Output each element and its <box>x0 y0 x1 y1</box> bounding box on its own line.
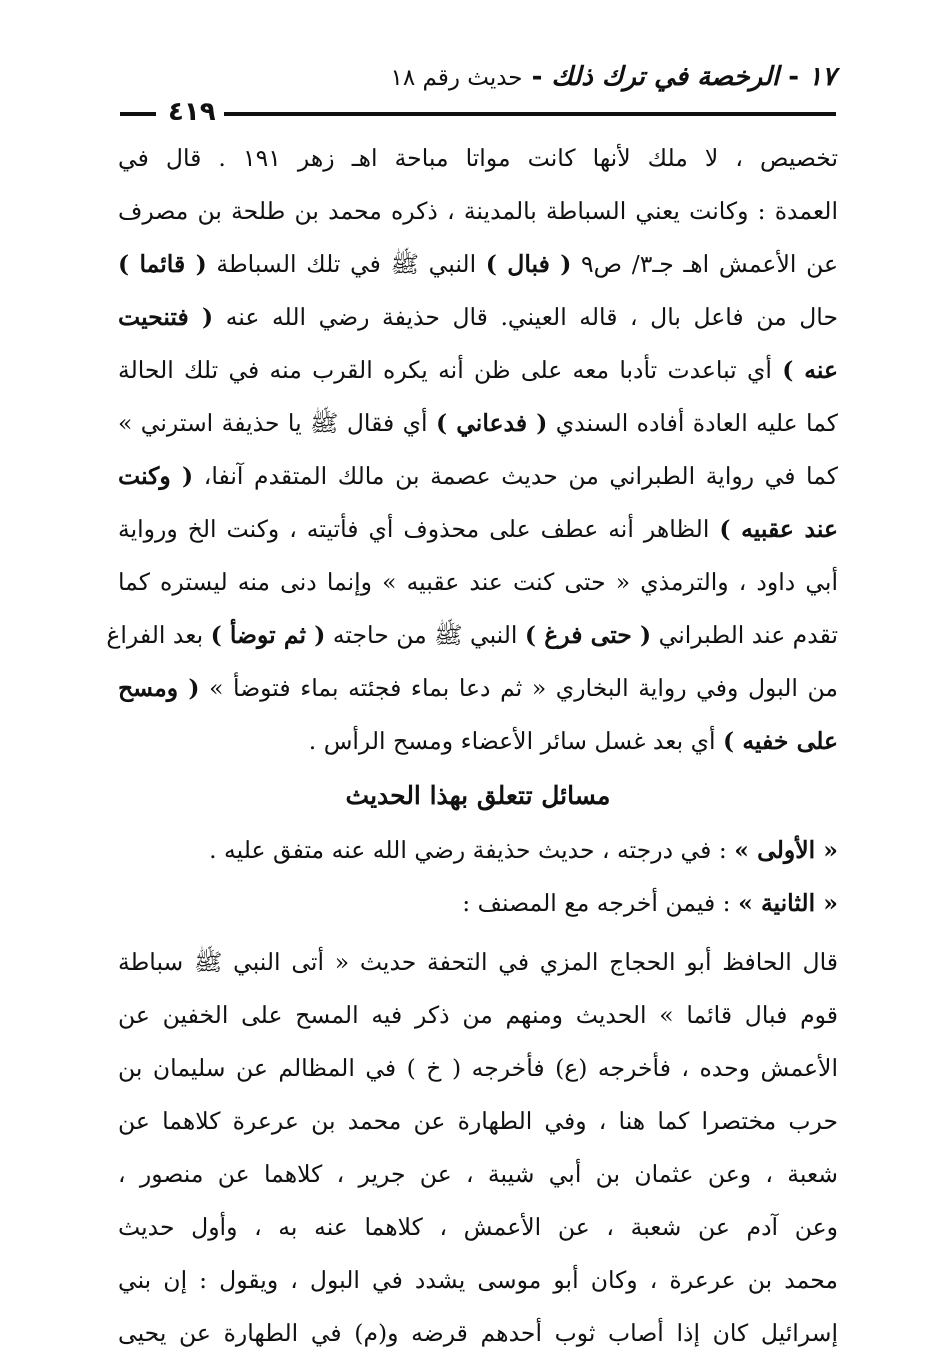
text-run: من البول وفي رواية البخاري « ثم دعا بماء فجئته بماء فتوضأ » <box>199 674 838 702</box>
text-line: شعبة ، وعن عثمان بن أبي شيبة ، عن جرير ، كلاهما عن منصور ، <box>118 1160 838 1188</box>
text-line: الأعمش وحده ، فأخرجه (ع) فأخرجه ( خ ) في المظالم عن سليمان بن <box>118 1054 838 1082</box>
text-line <box>118 238 838 291</box>
text-line <box>118 662 838 715</box>
text-run: تقدم عند الطبراني <box>651 621 838 649</box>
text-line <box>118 397 838 450</box>
text-line: العمدة : وكانت يعني السباطة بالمدينة ، ذكره محمد بن طلحة بن مصرف <box>118 197 838 225</box>
text-run: كما في رواية الطبراني من حديث عصمة بن مالك المتقدم آنفا، <box>193 462 838 490</box>
quoted-term: ( فدعاني ) <box>435 409 548 437</box>
issue-label: « الأولى » <box>734 836 838 864</box>
text-run: كما عليه العادة أفاده السندي <box>547 409 838 437</box>
page-number: ٤١٩ <box>160 97 224 127</box>
text-line: قوم فبال قائما » الحديث ومنهم من ذكر فيه المسح على الخفين عن <box>118 1001 838 1029</box>
issue-text: : فيمن أخرجه مع المصنف : <box>462 889 739 917</box>
text-run: بعد الفراغ <box>106 621 211 649</box>
header-rule <box>224 112 836 116</box>
quoted-term: عنه ) <box>782 356 838 384</box>
quoted-term: ( فبال ) <box>485 250 572 278</box>
quoted-term: على خفيه ) <box>723 727 838 755</box>
text-run: عن الأعمش اهـ جـ٣/ ص٩ <box>571 250 838 278</box>
text-run: حال من فاعل بال ، قاله العيني. قال حذيفة رضي الله عنه <box>213 303 838 331</box>
text-line <box>118 715 838 768</box>
running-header <box>120 62 836 127</box>
text-line: أبي داود ، والترمذي « حتى كنت عند عقبيه » وإنما دنى منه ليستره كما <box>118 568 838 596</box>
text-line <box>106 609 838 662</box>
issue-label: « الثانية » <box>738 889 838 917</box>
quoted-term: عند عقبيه ) <box>719 515 839 543</box>
text-run: أي بعد غسل سائر الأعضاء ومسح الرأس . <box>308 727 724 755</box>
page-body <box>106 132 839 1360</box>
quoted-term: ( فتنحيت <box>118 303 214 331</box>
text-line <box>118 450 838 503</box>
text-line <box>118 291 838 344</box>
quoted-term: ( ومسح <box>118 674 200 702</box>
text-line <box>118 503 838 556</box>
issue-first <box>118 824 838 877</box>
text-line <box>118 344 838 397</box>
chapter-number: ١٧ <box>808 62 836 92</box>
text-line: حرب مختصرا كما هنا ، وفي الطهارة عن محمد بن عرعرة كلاهما عن <box>118 1107 838 1135</box>
text-line: وعن آدم عن شعبة ، عن الأعمش ، كلاهما عنه به ، وأول حديث <box>118 1213 838 1241</box>
text-line: قال الحافظ أبو الحجاج المزي في التحفة حديث « أتى النبي ﷺ سباطة <box>118 948 838 976</box>
quoted-term: ( قائما ) <box>118 250 207 278</box>
text-line: محمد بن عرعرة ، وكان أبو موسى يشدد في البول ، ويقول : إن بني <box>118 1266 838 1294</box>
hadith-reference: حديث رقم ١٨ <box>390 65 523 91</box>
quoted-term: ( حتى فرغ ) <box>524 621 652 649</box>
text-run: الظاهر أنه عطف على محذوف أي فأتيته ، وكنت الخ ورواية <box>118 515 720 543</box>
issue-second <box>118 877 838 930</box>
quoted-term: ( ثم توضأ ) <box>210 621 326 649</box>
text-run: النبي ﷺ في تلك السباطة <box>206 250 486 278</box>
issue-text: : في درجته ، حديث حذيفة رضي الله عنه متفق عليه . <box>209 836 735 864</box>
chapter-title: الرخصة في ترك ذلك <box>551 62 780 92</box>
header-rule-end <box>120 112 156 116</box>
running-header-title: ١٧ - الرخصة في ترك ذلك - حديث رقم ١٨ <box>390 62 836 92</box>
text-run: النبي ﷺ من حاجته <box>325 621 525 649</box>
text-line: إسرائيل كان إذا أصاب ثوب أحدهم قرضه و(م) في الطهارة عن يحيى <box>118 1319 838 1347</box>
quoted-term: ( وكنت <box>118 462 194 490</box>
text-line: تخصيص ، لا ملك لأنها كانت مواتا مباحة اهـ زهر ١٩١ . قال في <box>118 144 838 172</box>
section-heading: مسائل تتعلق بهذا الحديث <box>345 781 611 810</box>
text-run: أي تباعدت تأدبا معه على ظن أنه يكره القرب منه في تلك الحالة <box>118 356 783 384</box>
text-run: أي فقال ﷺ يا حذيفة استرني » <box>118 409 436 437</box>
